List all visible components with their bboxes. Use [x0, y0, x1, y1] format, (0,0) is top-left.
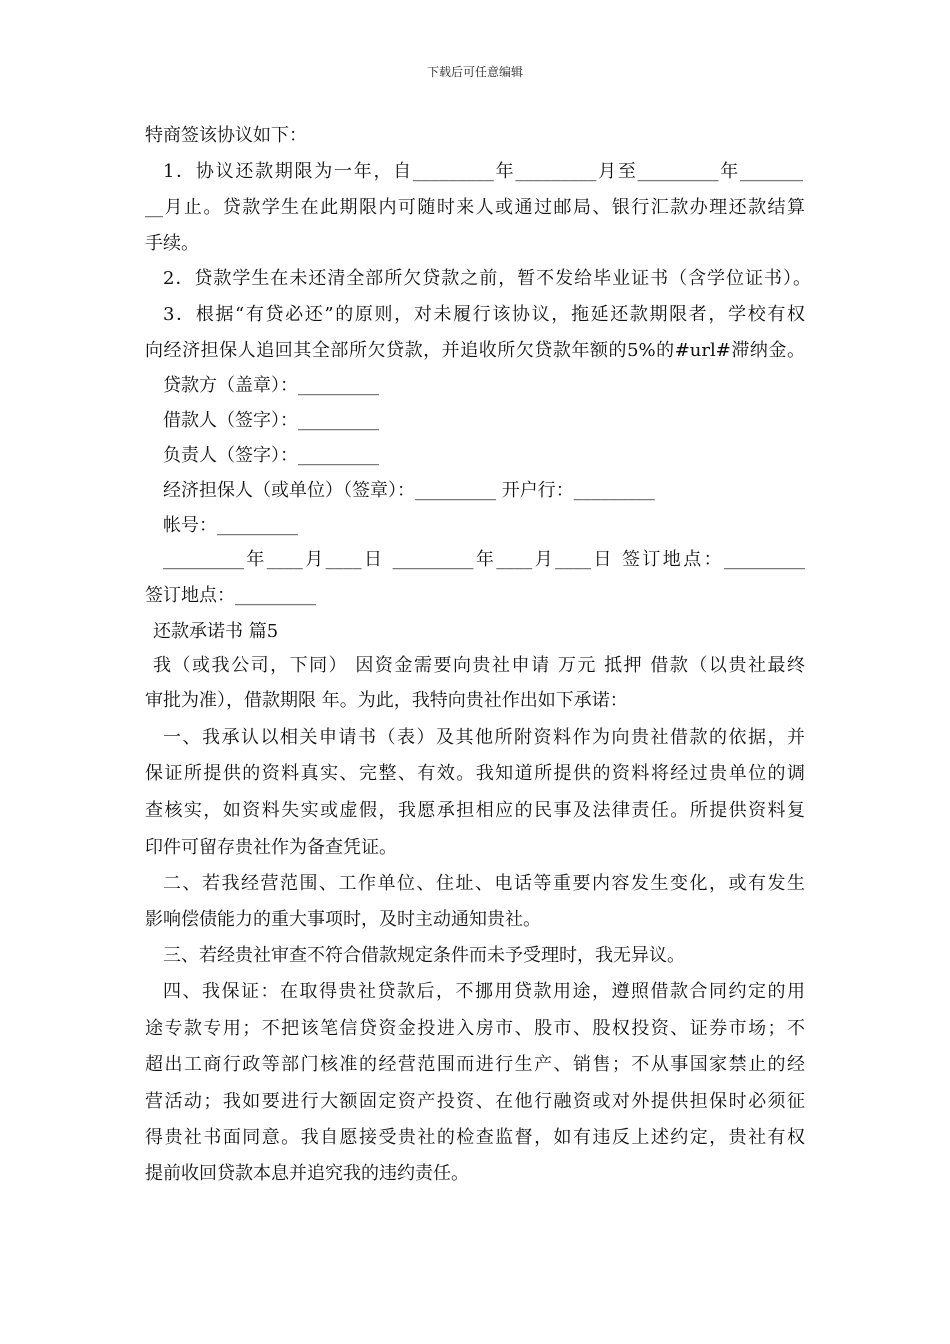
text-line: 我（或我公司，下同） 因资金需要向贵社申请 万元 抵押 借款（以贵社最终	[153, 655, 805, 676]
text-line: 审批为准），借款期限 年。为此，我特向贵社作出如下承诺：	[145, 690, 628, 711]
text-line: 3．根据“有贷必还”的原则，对未履行该协议，拖延还款期限者，学校有权	[163, 304, 805, 325]
text-line: 一、我承认以相关申请书（表）及其他所附资料作为向贵社借款的依据，并	[163, 727, 805, 748]
text-line: 1．协议还款期限为一年，自_________年_________月至_________年_______	[163, 161, 803, 182]
text-line: 超出工商行政等部门核准的经营范围而进行生产、销售；不从事国家禁止的经	[145, 1054, 805, 1075]
text-line: 营活动；我如要进行大额固定资产投资、在他行融资或对外提供担保时必须征	[145, 1091, 805, 1112]
signature-line: 借款人（签字）：_________	[163, 410, 379, 431]
signature-line: 帐号：_________	[163, 515, 298, 536]
signature-line: 负责人（签字）：_________	[163, 445, 379, 466]
text-line: 四、我保证：在取得贵社贷款后，不挪用贷款用途，遵照借款合同约定的用	[163, 981, 805, 1002]
text-line: 途专款专用；不把该笔信贷资金投进入房市、股市、股权投资、证券市场；不	[145, 1018, 805, 1039]
signature-line: 签订地点：_________	[145, 585, 316, 606]
signature-line: 经济担保人（或单位）（签章）：_________ 开户行：_________	[163, 480, 655, 501]
text-line: 向经济担保人追回其全部所欠贷款，并追收所欠贷款年额的5%的#url#滞纳金。	[145, 340, 805, 361]
date-line: _________年____月____日 _________年____月____日 签订地点：_________	[163, 549, 805, 570]
text-line: 保证所提供的资料真实、完整、有效。我知道所提供的资料将经过贵单位的调	[145, 763, 805, 784]
text-line: 提前收回贷款本息并追究我的违约责任。	[145, 1163, 469, 1184]
text-line: 印件可留存贵社作为备查凭证。	[145, 837, 397, 858]
signature-line: 贷款方（盖章）：_________	[163, 375, 379, 396]
text-line: 三、若经贵社审查不符合借款规定条件而未予受理时，我无异议。	[163, 945, 685, 966]
text-line: 二、若我经营范围、工作单位、住址、电话等重要内容发生变化，或有发生	[163, 873, 805, 894]
text-line: 得贵社书面同意。我自愿接受贵社的检查监督，如有违反上述约定，贵社有权	[145, 1127, 805, 1148]
text-line: __月止。贷款学生在此期限内可随时来人或通过邮局、银行汇款办理还款结算	[145, 197, 805, 218]
section-heading: 还款承诺书 篇5	[153, 621, 279, 642]
text-line: 手续。	[145, 233, 199, 254]
text-line: 影响偿债能力的重大事项时，及时主动通知贵社。	[145, 909, 541, 930]
text-line: 查核实，如资料失实或虚假，我愿承担相应的民事及法律责任。所提供资料复	[145, 800, 805, 821]
page-header: 下载后可任意编辑	[426, 65, 523, 79]
text-line: 特商签该协议如下：	[145, 125, 307, 146]
text-line: 2．贷款学生在未还清全部所欠贷款之前，暂不发给毕业证书（含学位证书）。	[163, 268, 811, 289]
